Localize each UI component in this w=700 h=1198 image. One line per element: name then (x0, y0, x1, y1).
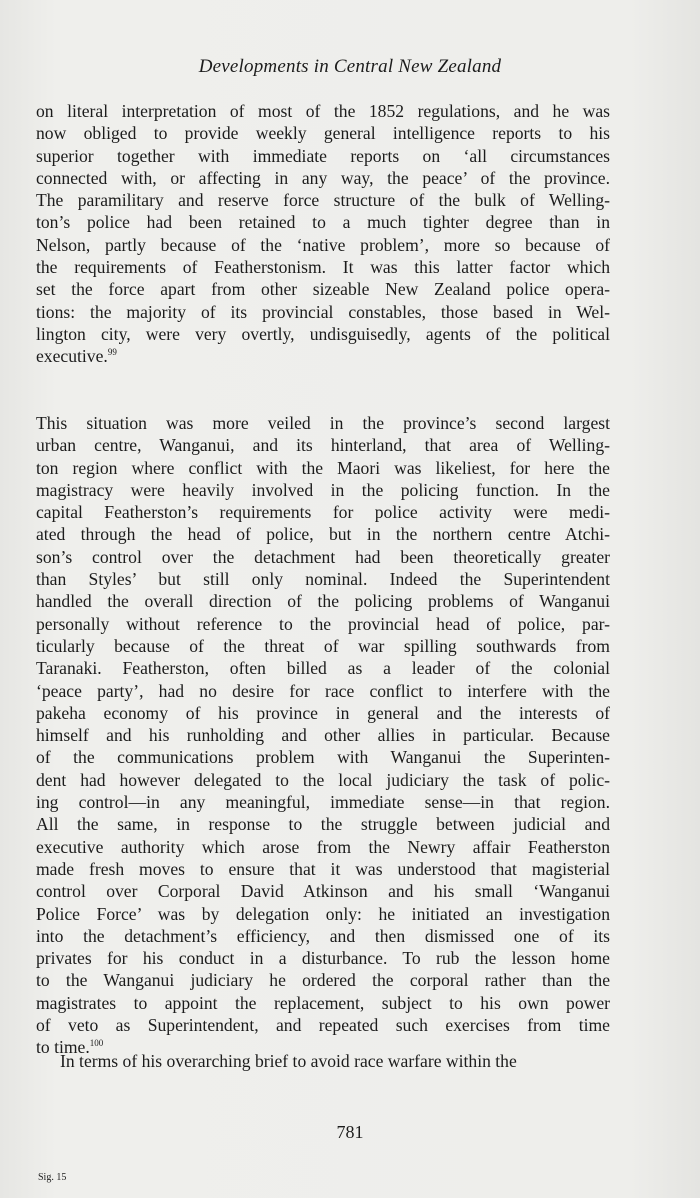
text-line: superior together with immediate reports on ‘all circumstances (36, 145, 610, 166)
text-line: dent had however delegated to the local judiciary the task of polic- (36, 769, 610, 790)
footnote-marker: 100 (89, 1038, 104, 1049)
text-line: tions: the majority of its provincial constables, those based in Wel- (36, 301, 610, 322)
text-line: ated through the head of police, but in the northern centre Atchi- (36, 524, 610, 545)
paragraph-2 (36, 412, 610, 1059)
text-line: privates for his conduct in a disturbance. To rub the lesson home (36, 948, 610, 969)
paragraph-3 (36, 1050, 610, 1072)
text-line: the requirements of Featherstonism. It was this latter factor which (36, 257, 610, 278)
text-line-content: to time. (36, 1037, 90, 1058)
text-line: made fresh moves to ensure that it was understood that magisterial (36, 858, 610, 879)
text-line: magistracy were heavily involved in the policing function. In the (36, 479, 610, 500)
text-line: handled the overall direction of the policing problems of Wanganui (36, 591, 610, 612)
text-line-content: executive. (36, 346, 108, 367)
text-line: now obliged to provide weekly general intelligence reports to his (36, 123, 610, 144)
text-line: ‘peace party’, had no desire for race conflict to interfere with the (36, 680, 610, 701)
text-line: ing control—in any meaningful, immediate sense—in that region. (36, 792, 610, 813)
text-line: ton’s police had been retained to a much tighter degree than in (36, 212, 610, 233)
text-line: In terms of his overarching brief to avoid race warfare within the (60, 1051, 517, 1071)
text-line: pakeha economy of his province in general and the interests of (36, 702, 610, 723)
text-line: on literal interpretation of most of the 1852 regulations, and he was (36, 101, 610, 121)
text-line: executive authority which arose from the Newry affair Featherston (36, 836, 610, 857)
text-line: to the Wanganui judiciary he ordered the corporal rather than the (36, 970, 610, 991)
text-line: This situation was more veiled in the province’s second largest (36, 413, 610, 433)
text-line: lington city, were very overtly, undisguisedly, agents of the political (36, 323, 610, 344)
text-line: urban centre, Wanganui, and its hinterland, that area of Welling- (36, 435, 610, 456)
text-line-last (36, 345, 610, 367)
text-line: of the communications problem with Wanganui the Superinten- (36, 747, 610, 768)
text-line: into the detachment’s efficiency, and then dismissed one of its (36, 925, 610, 946)
text-line: capital Featherston’s requirements for police activity were medi- (36, 502, 610, 523)
text-line: magistrates to appoint the replacement, subject to his own power (36, 992, 610, 1013)
page-number: 781 (336, 1122, 364, 1142)
text-line: himself and his runholding and other allies in particular. Because (36, 725, 610, 746)
text-line: Taranaki. Featherston, often billed as a leader of the colonial (36, 658, 610, 679)
text-line: personally without reference to the provincial head of police, par- (36, 613, 610, 634)
text-line: ton region where conflict with the Maori was likeliest, for here the (36, 457, 610, 478)
running-head: Developments in Central New Zealand (198, 56, 502, 77)
text-line: set the force apart from other sizeable New Zealand police opera- (36, 279, 610, 300)
text-line: All the same, in response to the struggle between judicial and (36, 814, 610, 835)
text-line: of veto as Superintendent, and repeated such exercises from time (36, 1015, 610, 1036)
text-line: connected with, or affecting in any way, the peace’ of the province. (36, 167, 610, 188)
text-line: Police Force’ was by delegation only: he initiated an investigation (36, 903, 610, 924)
footnote-marker: 99 (107, 347, 117, 358)
text-line: The paramilitary and reserve force structure of the bulk of Welling- (36, 190, 610, 211)
text-line: son’s control over the detachment had been theoretically greater (36, 546, 610, 567)
text-line: Nelson, partly because of the ‘native problem’, more so because of (36, 234, 610, 255)
signature-mark: Sig. 15 (38, 1172, 67, 1183)
text-line: than Styles’ but still only nominal. Indeed the Superintendent (36, 569, 610, 590)
text-line: control over Corporal David Atkinson and his small ‘Wanganui (36, 881, 610, 902)
paragraph-1 (36, 100, 610, 368)
text-line: ticularly because of the threat of war spilling southwards from (36, 635, 610, 656)
